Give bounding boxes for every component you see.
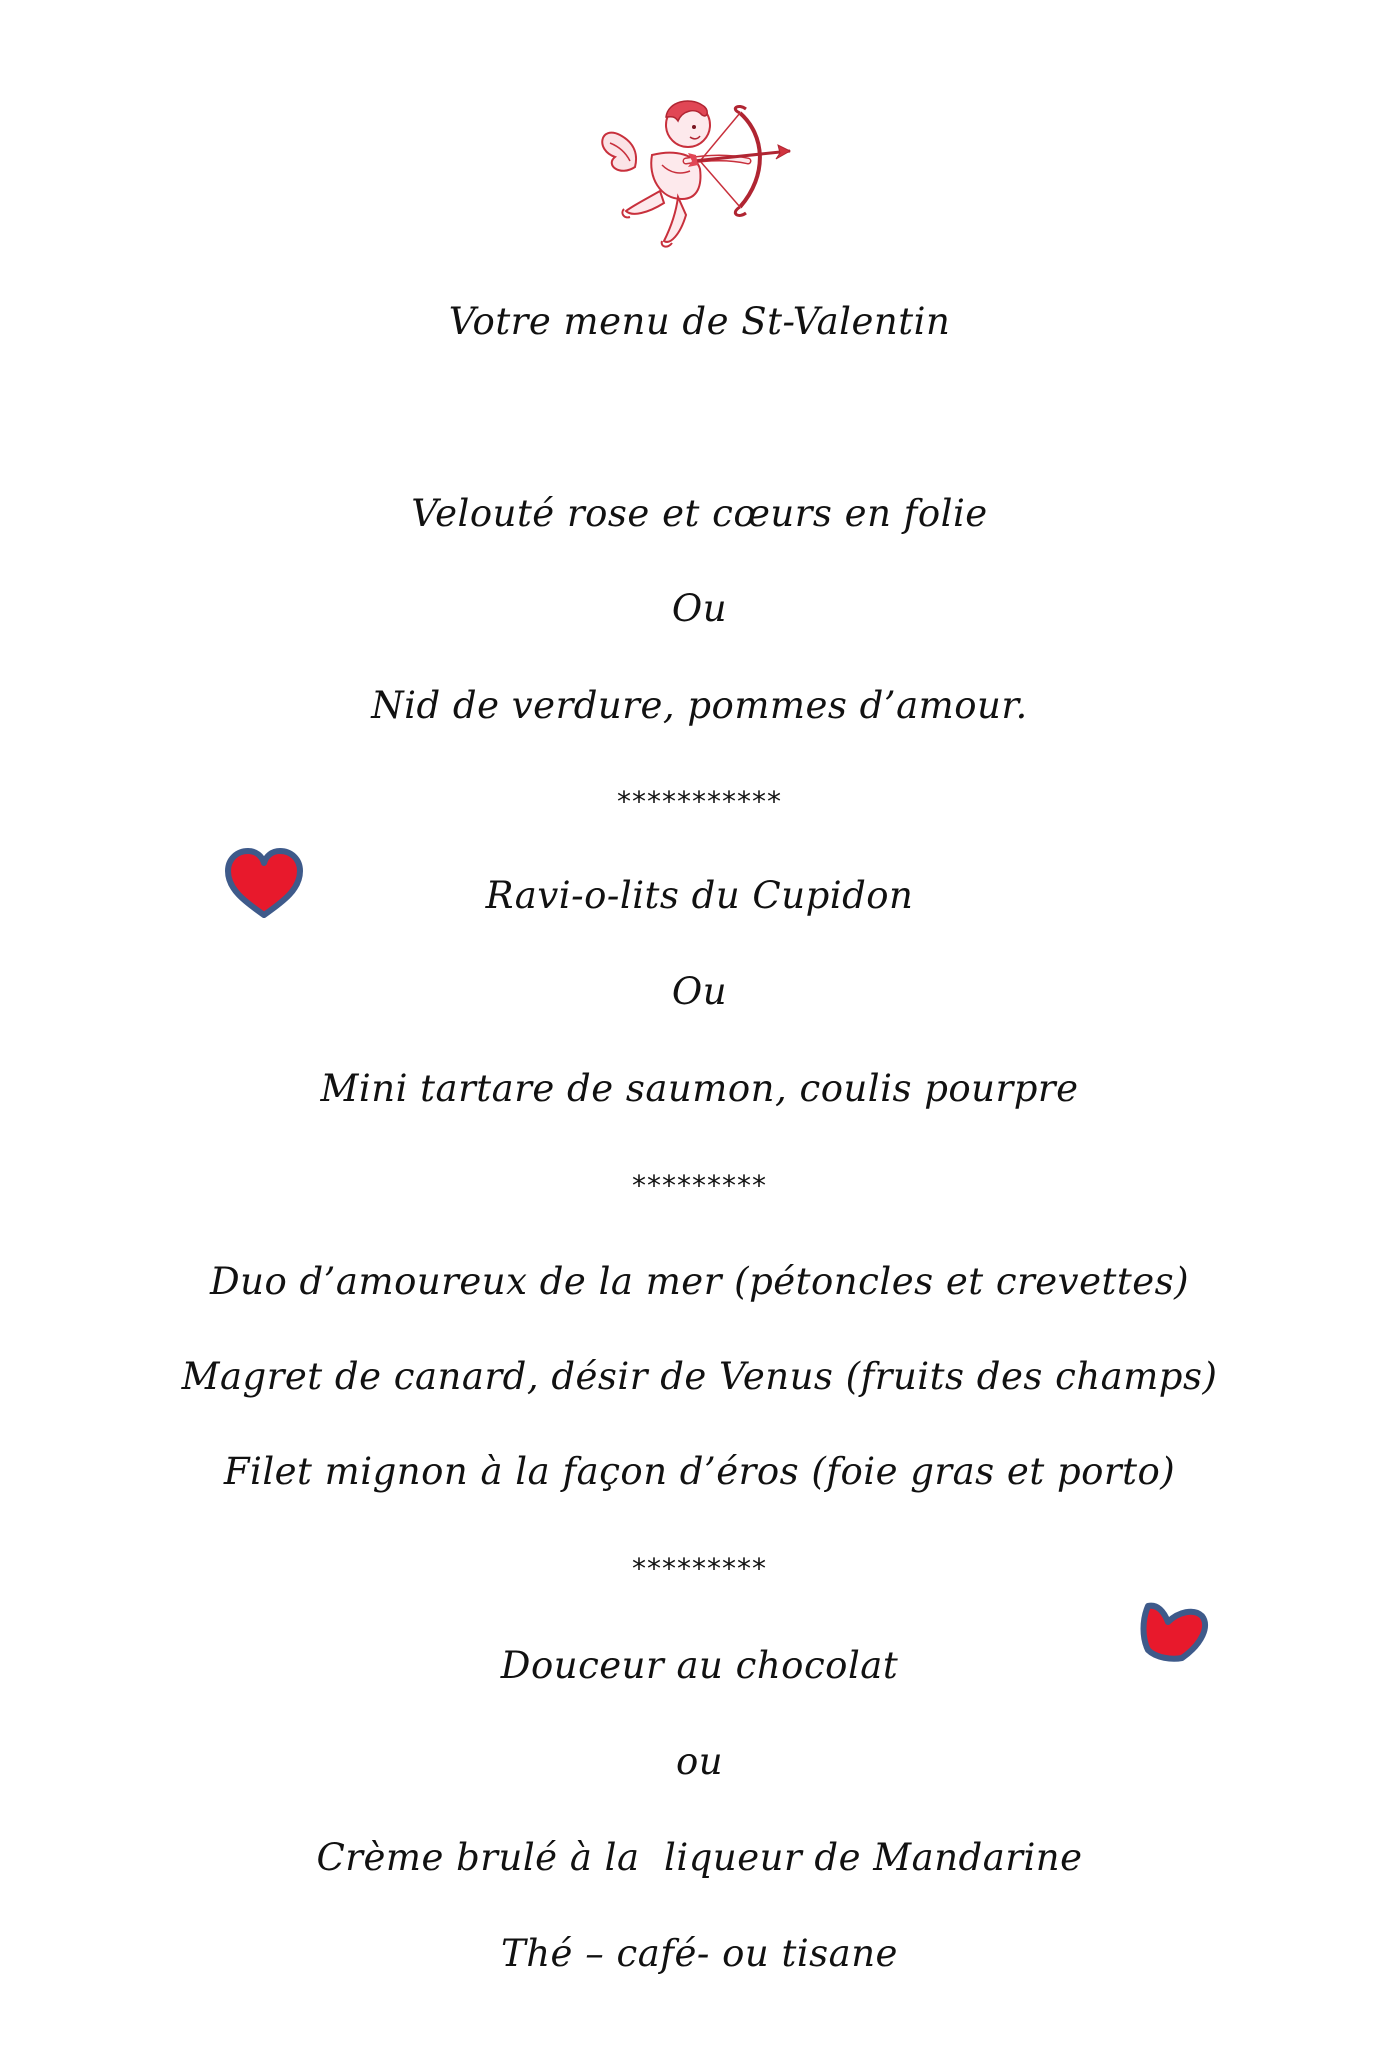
menu-line-drinks: Thé – café- ou tisane: [501, 1932, 898, 1975]
menu-separator-1: ***********: [617, 785, 782, 818]
menu-line-starter-1: Velouté rose et cœurs en folie: [411, 492, 988, 535]
menu-line-or-3: ou: [675, 1740, 724, 1783]
menu-line-entree-2: Mini tartare de saumon, coulis pourpre: [320, 1067, 1079, 1110]
menu-line-dessert-2: Crème brulé à la liqueur de Mandarine: [316, 1836, 1083, 1879]
heart-icon: [1138, 1598, 1210, 1666]
menu-separator-2: *********: [632, 1169, 767, 1202]
menu-separator-3: *********: [632, 1552, 767, 1585]
menu-line-starter-2: Nid de verdure, pommes d’amour.: [371, 684, 1028, 727]
heart-icon: [222, 845, 306, 921]
menu-line-entree-1: Ravi-o-lits du Cupidon: [485, 874, 914, 917]
menu-line-or-2: Ou: [671, 970, 728, 1013]
menu-line-dessert-1: Douceur au chocolat: [500, 1644, 899, 1687]
menu-line-main-3: Filet mignon à la façon d’éros (foie gras et porto): [223, 1450, 1176, 1493]
menu-line-main-1: Duo d’amoureux de la mer (pétoncles et crevettes): [209, 1260, 1190, 1303]
menu-line-or-1: Ou: [671, 587, 728, 630]
cupid-icon: [590, 95, 800, 260]
menu-title: Votre menu de St-Valentin: [448, 300, 951, 343]
menu-line-main-2: Magret de canard, désir de Venus (fruits des champs): [181, 1355, 1218, 1398]
